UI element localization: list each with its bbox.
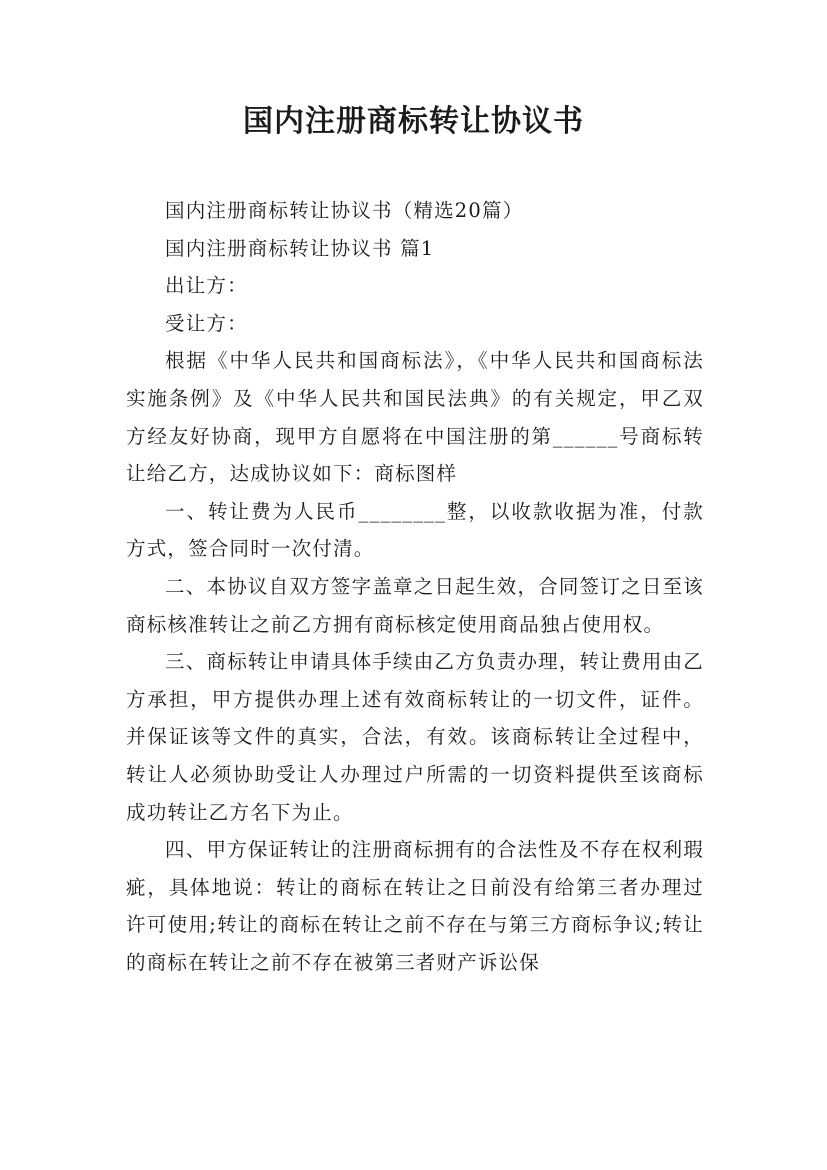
paragraph-preamble: 根据《中华人民共和国商标法》，《中华人民共和国商标法实施条例》及《中华人民共和国民法典》的有关规定，甲乙双方经友好协商，现甲方自愿将在中国注册的第______号商标转让给乙方，达成协议如下：商标图样 bbox=[126, 349, 704, 486]
paragraph-subtitle: 国内注册商标转让协议书（精选20篇） bbox=[165, 199, 524, 222]
document-body bbox=[126, 192, 704, 981]
paragraph-transferee: 受让方： bbox=[165, 311, 248, 335]
paragraph-clause-1: 一、转让费为人民币________整，以收款收据为准，付款方式，签合同时一次付清。 bbox=[126, 499, 704, 561]
paragraph-transferor: 出让方： bbox=[165, 274, 248, 298]
document-title: 国内注册商标转让协议书 bbox=[243, 104, 584, 139]
paragraph-clause-2: 二、本协议自双方签字盖章之日起生效，合同签订之日至该商标核准转让之前乙方拥有商标核定使用商品独占使用权。 bbox=[126, 574, 704, 636]
paragraph-clause-4: 四、甲方保证转让的注册商标拥有的合法性及不存在权利瑕疵，具体地说：转让的商标在转让之日前没有给第三者办理过许可使用;转让的商标在转让之前不存在与第三方商标争议;转让的商标在转让之前不存在被第三者财产诉讼保 bbox=[126, 838, 704, 974]
paragraph-section-heading: 国内注册商标转让协议书 篇1 bbox=[165, 236, 435, 260]
paragraph-clause-3: 三、商标转让申请具体手续由乙方负责办理，转让费用由乙方承担，甲方提供办理上述有效商标转让的一切文件，证件。并保证该等文件的真实，合法，有效。该商标转让全过程中，转让人必须协助受让人办理过户所需的一切资料提供至该商标成功转让乙方名下为止。 bbox=[126, 650, 704, 824]
